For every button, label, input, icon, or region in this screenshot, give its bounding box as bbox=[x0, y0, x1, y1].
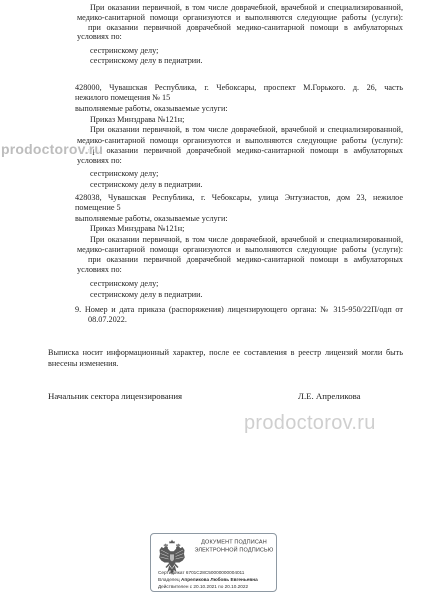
watermark-bottom: prodoctorov.ru bbox=[244, 412, 376, 434]
services-description-line-continued: медико-санитарной помощи организуются и выполняются следующие работы (услуги): bbox=[77, 13, 403, 22]
owner-line bbox=[158, 576, 273, 583]
service-nursing: сестринскому делу; bbox=[90, 46, 159, 55]
disclaimer-line-continued: внесены изменения. bbox=[48, 359, 119, 368]
services-description-line: При оказании первичной, в том числе доврачебной, врачебной и специализированной, bbox=[90, 235, 403, 244]
address-line: 428038, Чувашская Республика, г. Чебоксары, улица Энтузиастов, дом 23, нежилое bbox=[75, 193, 403, 202]
services-heading: выполняемые работы, оказываемые услуги: bbox=[75, 104, 228, 113]
validity-line: Действителен с 20.10.2021 по 20.10.2022 bbox=[158, 583, 249, 589]
ministry-order-reference: Приказ Минздрава №121н; bbox=[90, 115, 185, 124]
service-nursing: сестринскому делу; bbox=[90, 279, 159, 288]
signatory-position: Начальник сектора лицензирования bbox=[48, 391, 183, 401]
conditions-line: условиях по: bbox=[77, 32, 122, 41]
order-item-line: 9. Номер и дата приказа (распоряжения) лицензирующего органа: № 315-950/22П/одп от bbox=[75, 305, 403, 314]
owner-label: Владелец bbox=[158, 576, 180, 582]
service-nursing-pediatrics: сестринскому делу в педиатрии. bbox=[90, 290, 203, 299]
primary-care-line: при оказании первичной доврачебной медико-санитарной помощи в амбулаторных bbox=[88, 255, 403, 264]
primary-care-line: при оказании первичной доврачебной медико-санитарной помощи в амбулаторных bbox=[88, 23, 403, 32]
stamp-heading bbox=[193, 538, 275, 554]
address-line-continued: нежилого помещения № 15 bbox=[75, 93, 171, 102]
conditions-line: условиях по: bbox=[77, 265, 122, 274]
certificate-line bbox=[158, 569, 273, 576]
disclaimer-line: Выписка носит информационный характер, после ее составления в реестр лицензий могли быть bbox=[48, 348, 403, 357]
primary-care-line: при оказании первичной доврачебной медико-санитарной помощи в амбулаторных bbox=[88, 146, 403, 155]
services-heading: выполняемые работы, оказываемые услуги: bbox=[75, 214, 228, 223]
certificate-label: Сертификат bbox=[158, 569, 185, 575]
services-description-line: При оказании первичной, в том числе доврачебной, врачебной и специализированной, bbox=[90, 125, 403, 134]
order-date: 08.07.2022. bbox=[88, 315, 127, 324]
ministry-order-reference: Приказ Минздрава №121н; bbox=[90, 224, 185, 233]
watermark-top: prodoctorov.ru bbox=[1, 141, 104, 157]
signatory-name: Л.Е. Апреликова bbox=[298, 391, 361, 401]
stamp-heading-line-1: ДОКУМЕНТ ПОДПИСАН bbox=[201, 539, 267, 545]
stamp-certificate-details bbox=[158, 569, 273, 590]
conditions-line: условиях по: bbox=[77, 156, 122, 165]
owner-name: Апреликова Любовь Евгеньевна bbox=[180, 576, 258, 582]
stamp-heading-line-2: ЭЛЕКТРОННОЙ ПОДПИСЬЮ bbox=[194, 547, 274, 553]
certificate-number: 6701C28C50000000004011 bbox=[185, 569, 245, 575]
address-line-continued: помещение 5 bbox=[75, 203, 121, 212]
services-description-line-continued: медико-санитарной помощи организуются и выполняются следующие работы (услуги): bbox=[77, 136, 403, 145]
e-signature-stamp bbox=[150, 533, 277, 592]
services-description-line: При оказании первичной, в том числе доврачебной, врачебной и специализированной, bbox=[90, 3, 403, 12]
service-nursing-pediatrics: сестринскому делу в педиатрии. bbox=[90, 180, 203, 189]
service-nursing-pediatrics: сестринскому делу в педиатрии. bbox=[90, 56, 203, 65]
address-line: 428000, Чувашская Республика, г. Чебоксары, проспект М.Горького. д. 26, часть bbox=[75, 83, 403, 92]
services-description-line-continued: медико-санитарной помощи организуются и выполняются следующие работы (услуги): bbox=[77, 245, 403, 254]
service-nursing: сестринскому делу; bbox=[90, 169, 159, 178]
